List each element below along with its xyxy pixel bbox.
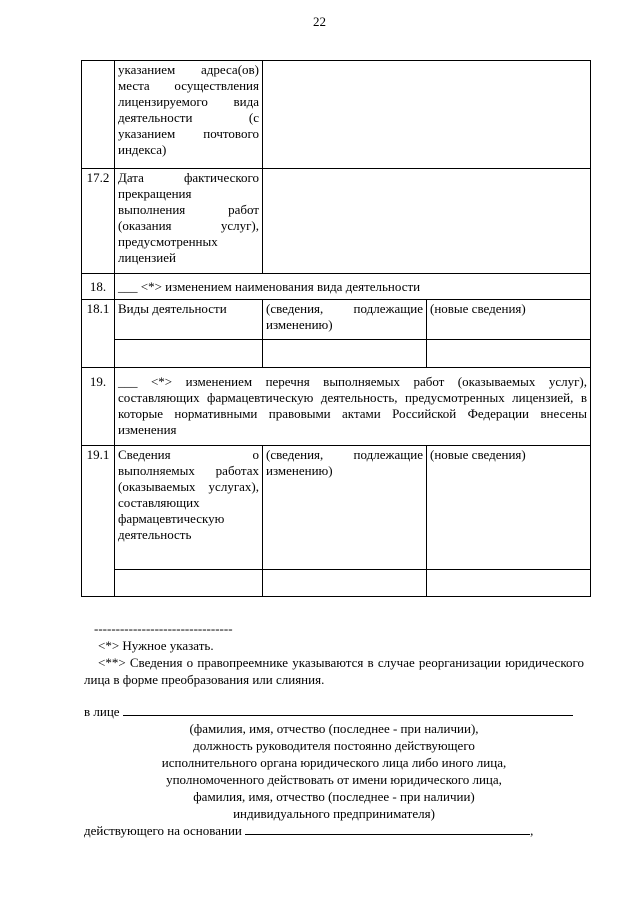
in-person-label: в лице [84, 704, 120, 719]
caption-line-6: индивидуального предпринимателя) [233, 806, 435, 821]
column-new-header: (новые сведения) [427, 300, 591, 340]
caption-line-3: исполнительного органа юридического лица либо иного лица, [161, 755, 507, 770]
row-number: 18.1 [82, 300, 115, 368]
table-row-18-1-values [82, 340, 591, 368]
row-number [82, 61, 115, 169]
row-label: Виды деятельности [115, 300, 263, 340]
value-cell[interactable] [427, 570, 591, 597]
row-text: ___ <*> изменением перечня выполняемых работ (оказываемых услуг), составляющих фармацевтическую деятельность, предусмотренных лицензией, в которые нормативными правовыми актами Российской Федерации внесены изменения [115, 368, 591, 446]
row-number: 19.1 [82, 446, 115, 597]
row-number: 18. [82, 274, 115, 300]
value-cell[interactable] [263, 570, 427, 597]
signature-block [84, 703, 584, 839]
value-cell[interactable] [115, 570, 263, 597]
in-person-line [84, 703, 584, 720]
row-label: Сведения о выполняемых работах (оказываемых услугах), составляющих фармацевтическую деятельность [115, 446, 263, 570]
value-cell[interactable] [263, 61, 591, 169]
column-old-header: (сведения, подлежащие изменению) [263, 446, 427, 570]
footnote-1: <*> Нужное указать. [98, 638, 214, 653]
basis-label: действующего на основании [84, 823, 242, 838]
footnote-separator: -------------------------------- [94, 621, 233, 636]
table-row-17-2 [82, 169, 591, 274]
row-number: 17.2 [82, 169, 115, 274]
caption-line-5: фамилия, имя, отчество (последнее - при наличии) [193, 789, 475, 804]
caption-line-4: уполномоченного действовать от имени юридического лица, [166, 772, 502, 787]
value-cell[interactable] [427, 340, 591, 368]
column-old-header: (сведения, подлежащие изменению) [263, 300, 427, 340]
footnote-2: <**> Сведения о правопреемнике указываются в случае реорганизации юридического лица в форме преобразования или слияния. [84, 655, 584, 687]
in-person-field[interactable] [123, 703, 573, 716]
row-label: Дата фактического прекращения выполнения работ (оказания услуг), предусмотренных лицензией [115, 169, 263, 274]
value-cell[interactable] [263, 340, 427, 368]
footnotes [84, 620, 584, 688]
table-row-19-1-values [82, 570, 591, 597]
row-number: 19. [82, 368, 115, 446]
page-number: 22 [313, 14, 326, 29]
value-cell[interactable] [263, 169, 591, 274]
column-new-header: (новые сведения) [427, 446, 591, 570]
table-row-continued [82, 61, 591, 169]
row-text: ___ <*> изменением наименования вида деятельности [115, 274, 591, 300]
table-row-19-1-header [82, 446, 591, 570]
row-label: указанием адреса(ов) места осуществления лицензируемого вида деятельности (с указанием почтового индекса) [115, 61, 263, 169]
table-row-18 [82, 274, 591, 300]
form-table [81, 60, 591, 597]
caption-line-2: должность руководителя постоянно действующего [193, 738, 475, 753]
basis-end: , [530, 823, 534, 838]
table-row-18-1-header [82, 300, 591, 340]
table-row-19 [82, 368, 591, 446]
basis-line [84, 822, 584, 839]
basis-field[interactable] [245, 822, 530, 835]
value-cell[interactable] [115, 340, 263, 368]
caption-line-1: (фамилия, имя, отчество (последнее - при наличии), [189, 721, 479, 736]
